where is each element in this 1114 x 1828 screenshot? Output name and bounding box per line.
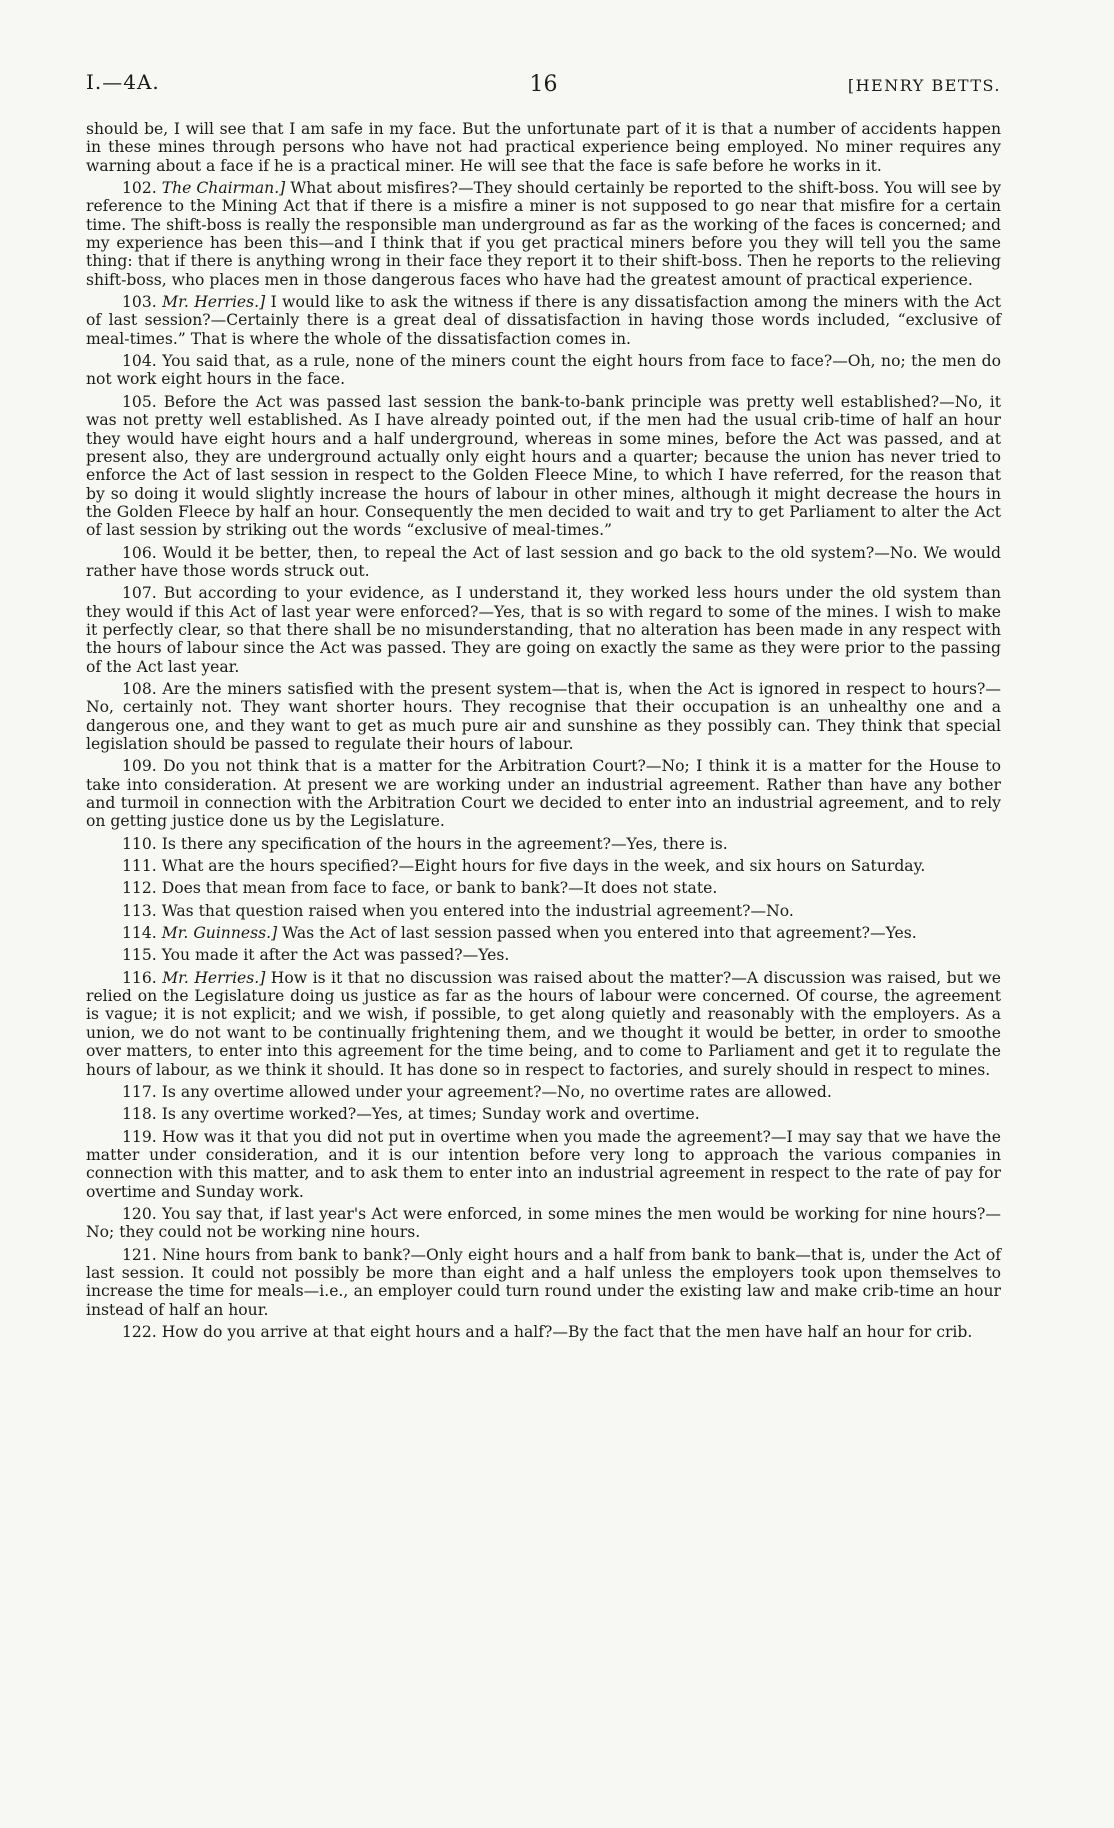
transcript-paragraph bbox=[86, 1323, 1001, 1341]
transcript-paragraph bbox=[86, 1205, 1001, 1242]
question-number: 116. bbox=[122, 968, 157, 987]
question-number: 121. bbox=[122, 1245, 157, 1264]
paragraph-text: Before the Act was passed last session the bank-to-bank principle was pretty well established?—No, it was not pretty well established. As I have already pointed out, if the men had the usual crib-time of half an hour they would have eight hours and a half underground, whereas in some mines, before the Act was passed, and at present also, they are underground actually only eight hours and a quarter; because the union has never tried to enforce the Act of last session in respect to the Golden Fleece Mine, to which I have referred, for the reason that by so doing it would slightly increase the hours of labour in other mines, although it might decrease the hours in the Golden Fleece by half an hour. Consequently the men decided to wait and try to get Parliament to alter the Act of last session by striking out the words “exclusive of meal-times.” bbox=[86, 392, 1001, 540]
question-number: 117. bbox=[122, 1082, 157, 1101]
transcript-paragraph bbox=[86, 120, 1001, 175]
paragraph-text: Do you not think that is a matter for the Arbitration Court?—No; I think it is a matter for the House to take into consideration. At present we are working under an industrial agreement. Rather than have any bother and turmoil in connection with the Arbitration Court we decided to enter into an industrial agreement, and to rely on getting justice done us by the Legislature. bbox=[86, 757, 1001, 831]
page-number: 16 bbox=[529, 72, 558, 97]
question-number: 119. bbox=[122, 1127, 157, 1146]
transcript-paragraph bbox=[86, 680, 1001, 753]
paragraph-text: You said that, as a rule, none of the miners count the eight hours from face to face?—Oh, no; the men do not work eight hours in the face. bbox=[86, 352, 1001, 389]
question-number: 113. bbox=[122, 901, 157, 920]
paragraph-text: Is any overtime worked?—Yes, at times; Sunday work and overtime. bbox=[161, 1105, 700, 1124]
speaker-name: The Chairman.] bbox=[161, 179, 286, 198]
document-reference: I.—4A. bbox=[86, 70, 160, 94]
question-number: 114. bbox=[122, 924, 157, 943]
question-number: 120. bbox=[122, 1204, 157, 1223]
speaker-name: Mr. Herries.] bbox=[162, 293, 266, 312]
transcript-paragraph bbox=[86, 179, 1001, 289]
transcript-body bbox=[86, 120, 1001, 1345]
paragraph-text: Is any overtime allowed under your agreement?—No, no overtime rates are allowed. bbox=[161, 1082, 832, 1101]
question-number: 110. bbox=[122, 834, 157, 853]
transcript-paragraph bbox=[86, 1105, 1001, 1123]
transcript-paragraph bbox=[86, 857, 1001, 875]
transcript-paragraph bbox=[86, 1083, 1001, 1101]
document-page bbox=[86, 0, 1001, 1828]
paragraph-text: Are the miners satisfied with the present system—that is, when the Act is ignored in respect to hours?—No, certainly not. They want shorter hours. They recognise that their occupation is an unhealthy one and a dangerous one, and they want to get as much pure air and sunshine as they possibly can. They think that special legislation should be passed to regulate their hours of labour. bbox=[86, 679, 1001, 753]
question-number: 108. bbox=[122, 679, 157, 698]
question-number: 115. bbox=[122, 946, 157, 965]
paragraph-text: Would it be better, then, to repeal the Act of last session and go back to the old system?—No. We would rather have those words struck out. bbox=[86, 543, 1001, 580]
paragraph-text: How is it that no discussion was raised about the matter?—A discussion was raised, but we relied on the Legislature doing us justice as far as the hours of labour were concerned. Of course, the agreement is vague; it is not explicit; and we wish, if possible, to get along quietly and reasonably with the employers. As a union, we do not want to be continually frightening them, and we thought it would be better, in order to smoothe over matters, to enter into this agreement for the time being, and to come to Parliament and get it to regulate the hours of labour, as we think it should. It has done so in respect to factories, and surely should in respect to mines. bbox=[86, 968, 1001, 1079]
paragraph-text: should be, I will see that I am safe in my face. But the unfortunate part of it is that a number of accidents happen in these mines through persons who have not had practical experience being employed. No miner requires any warning about a face if he is a practical miner. He will see that the face is safe before he works in it. bbox=[86, 120, 1001, 175]
question-number: 107. bbox=[122, 584, 157, 603]
transcript-paragraph bbox=[86, 1246, 1001, 1319]
paragraph-text: I would like to ask the witness if there is any dissatisfaction among the miners with the Act of last session?—Certainly there is a great deal of dissatisfaction in having those words included, “exclusive of meal-times.” That is where the whole of the dissatisfaction comes in. bbox=[86, 293, 1001, 348]
question-number: 111. bbox=[122, 857, 157, 876]
paragraph-text: Nine hours from bank to bank?—Only eight hours and a half from bank to bank—that is, under the Act of last session. It could not possibly be more than eight and a half unless the employers took upon themselves to increase the time for meals—i.e., an employer could turn round under the existing law and make crib-time an hour instead of half an hour. bbox=[86, 1245, 1001, 1319]
speaker-name: Mr. Herries.] bbox=[162, 968, 266, 987]
question-number: 102. bbox=[122, 179, 157, 198]
question-number: 105. bbox=[122, 392, 157, 411]
transcript-paragraph bbox=[86, 879, 1001, 897]
transcript-paragraph bbox=[86, 544, 1001, 581]
transcript-paragraph bbox=[86, 352, 1001, 389]
paragraph-text: You say that, if last year's Act were enforced, in some mines the men would be working for nine hours?—No; they could not be working nine hours. bbox=[86, 1204, 1001, 1242]
transcript-paragraph bbox=[86, 393, 1001, 540]
transcript-paragraph bbox=[86, 293, 1001, 348]
transcript-paragraph bbox=[86, 835, 1001, 853]
paragraph-text: Does that mean from face to face, or bank to bank?—It does not state. bbox=[161, 879, 718, 898]
transcript-paragraph bbox=[86, 757, 1001, 830]
transcript-paragraph bbox=[86, 584, 1001, 676]
question-number: 112. bbox=[122, 879, 157, 898]
paragraph-text: How was it that you did not put in overtime when you made the agreement?—I may say that we have the matter under consideration, and it is our intention before very long to approach the various companies in connection with this matter, and to ask them to enter into an industrial agreement in respect to the rate of pay for overtime and Sunday work. bbox=[86, 1127, 1001, 1201]
page-header bbox=[86, 70, 1001, 110]
transcript-paragraph bbox=[86, 946, 1001, 964]
paragraph-text: What about misfires?—They should certainly be reported to the shift-boss. You will see by reference to the Mining Act that if there is a misfire a miner is not supposed to go near that misfire for a certain time. The shift-boss is really the responsible man underground as far as the working of the faces is concerned; and my experience has been this—and I think that if you get practical miners before you they will tell you the same thing: that if there is anything wrong in their face they report it to their shift-boss. Then he reports to the relieving shift-boss, who places men in those dangerous faces who have had the greatest amount of practical experience. bbox=[86, 179, 1002, 289]
transcript-paragraph bbox=[86, 1128, 1001, 1201]
speaker-name: Mr. Guinness.] bbox=[161, 924, 278, 943]
question-number: 103. bbox=[122, 293, 157, 312]
paragraph-text: How do you arrive at that eight hours and a half?—By the fact that the men have half an hour for crib. bbox=[161, 1322, 973, 1341]
paragraph-text: Was that question raised when you entered into the industrial agreement?—No. bbox=[161, 901, 794, 920]
witness-name: [HENRY BETTS. bbox=[847, 76, 1001, 95]
paragraph-text: Was the Act of last session passed when you entered into that agreement?—Yes. bbox=[282, 924, 917, 943]
question-number: 109. bbox=[122, 757, 157, 776]
transcript-paragraph bbox=[86, 969, 1001, 1079]
transcript-paragraph bbox=[86, 902, 1001, 920]
question-number: 104. bbox=[122, 352, 157, 371]
transcript-paragraph bbox=[86, 924, 1001, 942]
paragraph-text: What are the hours specified?—Eight hours for five days in the week, and six hours on Saturday. bbox=[161, 857, 926, 876]
paragraph-text: But according to your evidence, as I understand it, they worked less hours under the old system than they would if this Act of last year were enforced?—Yes, that is so with regard to some of the mines. I wish to make it perfectly clear, so that there shall be no misunderstanding, that no alteration has been made in any respect with the hours of labour since the Act was passed. They are going on exactly the same as they were prior to the passing of the Act last year. bbox=[86, 584, 1001, 676]
question-number: 106. bbox=[122, 543, 157, 562]
paragraph-text: Is there any specification of the hours in the agreement?—Yes, there is. bbox=[161, 834, 728, 853]
question-number: 118. bbox=[122, 1105, 157, 1124]
question-number: 122. bbox=[122, 1322, 157, 1341]
paragraph-text: You made it after the Act was passed?—Yes. bbox=[161, 946, 510, 965]
